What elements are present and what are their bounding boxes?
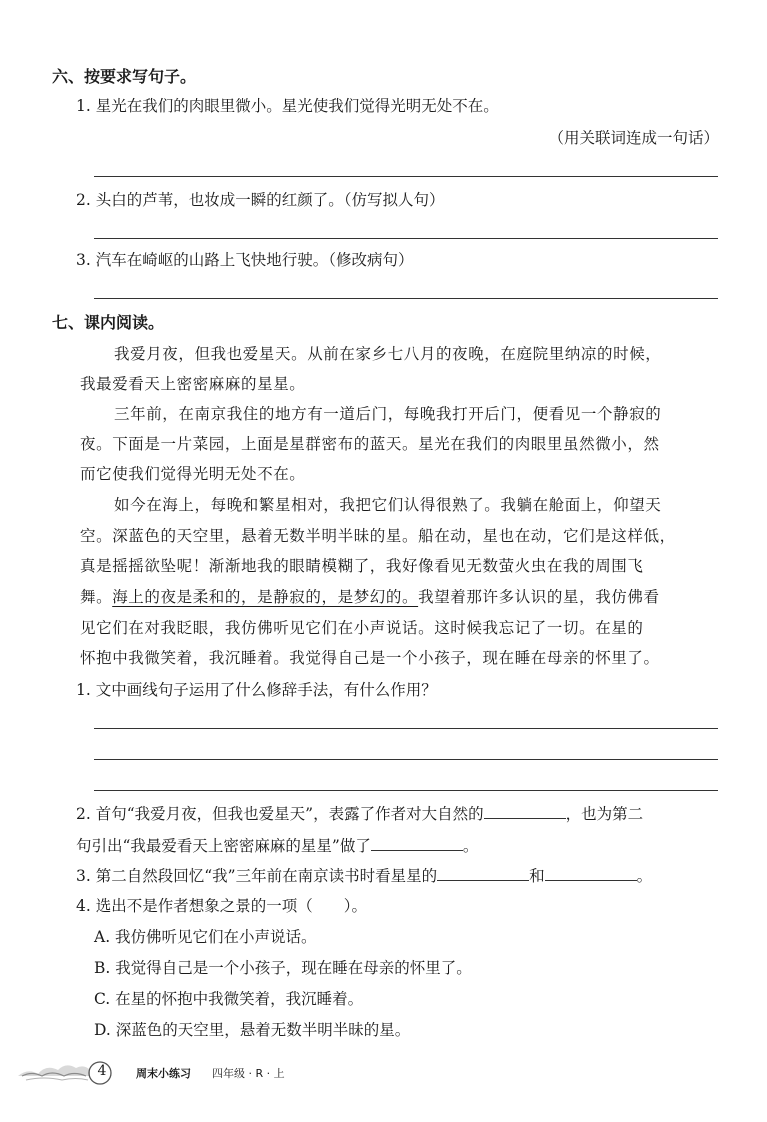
passage-line (80, 585, 660, 607)
passage-line: 夜。下面是一片菜园，上面是星群密布的蓝天。星光在我们的肉眼里虽然微小，然 (80, 435, 660, 453)
answer-line-q2[interactable] (94, 238, 718, 239)
fill-blank-q2-a[interactable] (484, 804, 566, 819)
fill-blank-q3-a[interactable] (437, 866, 529, 881)
section6-q3: 3. 汽车在崎岖的山路上飞快地行驶。（修改病句） (76, 251, 414, 269)
option-c[interactable]: C. 在星的怀抱中我微笑着，我沉睡着。 (94, 990, 364, 1008)
passage-line: 而它使我们觉得光明无处不在。 (80, 465, 306, 483)
option-b[interactable]: B. 我觉得自己是一个小孩子，现在睡在母亲的怀里了。 (94, 959, 472, 977)
answer-line-s7q1-b[interactable] (94, 759, 718, 760)
section6-q2: 2. 头白的芦苇，也妆成一瞬的红颜了。（仿写拟人句） (76, 191, 445, 209)
answer-line-q3[interactable] (94, 298, 718, 299)
footer-grade: 四年级 · R · 上 (212, 1067, 285, 1080)
answer-line-q1[interactable] (94, 176, 718, 177)
passage-line: 真是摇摇欲坠呢！渐渐地我的眼睛模糊了，我好像看见无数萤火虫在我的周围飞 (80, 557, 644, 575)
passage-line: 空。深蓝色的天空里，悬着无数半明半昧的星。船在动，星也在动，它们是这样低， (80, 527, 676, 545)
fill-blank-q2-b[interactable] (371, 836, 463, 851)
passage-text: 我望着那许多认识的星，我仿佛看 (418, 588, 660, 606)
option-a[interactable]: A. 我仿佛听见它们在小声说话。 (94, 928, 317, 946)
passage-line: 我最爱看天上密密麻麻的星星。 (80, 375, 306, 393)
q3-text: 和 (529, 867, 545, 885)
underlined-sentence: 海上的夜是柔和的，是静寂的，是梦幻的。 (112, 588, 419, 606)
passage-line: 怀抱中我微笑着，我沉睡着。我觉得自己是一个小孩子，现在睡在母亲的怀里了。 (80, 649, 660, 667)
answer-line-s7q1-c[interactable] (94, 790, 718, 791)
page-number: 4 (97, 1063, 107, 1079)
passage-line: 如今在海上，每晚和繁星相对，我把它们认得很熟了。我躺在舱面上，仰望天 (114, 496, 662, 514)
q2-text: 句引出“我最爱看天上密密麻麻的星星”做了 (76, 837, 371, 855)
passage-line: 三年前，在南京我住的地方有一道后门，每晚我打开后门，便看见一个静寂的 (114, 405, 662, 423)
section7-heading: 七、课内阅读。 (52, 313, 165, 332)
section7-q2-line2 (76, 834, 478, 856)
fill-blank-q3-b[interactable] (545, 866, 637, 881)
section6-heading: 六、按要求写句子。 (52, 67, 197, 86)
answer-line-s7q1-a[interactable] (94, 728, 718, 729)
passage-line: 我爱月夜，但我也爱星天。从前在家乡七八月的夜晚，在庭院里纳凉的时候， (114, 345, 662, 363)
passage-text: 舞。 (80, 588, 113, 606)
q3-text: 3. 第二自然段回忆“我”三年前在南京读书时看星星的 (76, 867, 438, 885)
footer-series: 周末小练习 (136, 1067, 191, 1080)
section7-q1: 1. 文中画线句子运用了什么修辞手法，有什么作用？ (76, 681, 437, 699)
section7-q2-line1 (76, 802, 643, 824)
q2-text: 。 (462, 837, 479, 855)
q2-text: ，也为第二 (565, 805, 644, 823)
section6-q1: 1. 星光在我们的肉眼里微小。星光使我们觉得光明无处不在。 (76, 97, 499, 115)
passage-line: 见它们在对我眨眼，我仿佛听见它们在小声说话。这时候我忘记了一切。在星的 (80, 619, 644, 637)
q2-text: 2. 首句“我爱月夜，但我也爱星天”，表露了作者对大自然的 (76, 805, 484, 823)
q3-text: 。 (636, 867, 653, 885)
section6-q1-hint: （用关联词连成一句话） (548, 129, 719, 147)
option-d[interactable]: D. 深蓝色的天空里，悬着无数半明半昧的星。 (94, 1021, 411, 1039)
section7-q3 (76, 864, 652, 886)
section7-q4: 4. 选出不是作者想象之景的一项（ ）。 (76, 897, 367, 915)
